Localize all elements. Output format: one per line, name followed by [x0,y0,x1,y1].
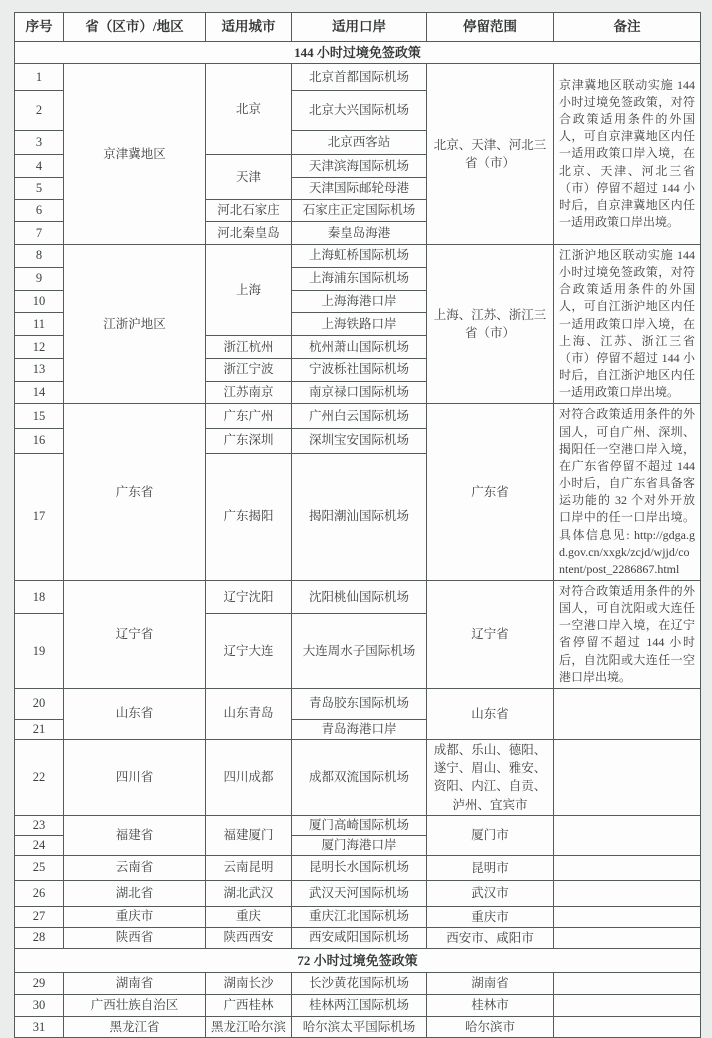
port-cell: 秦皇岛海港 [292,222,427,245]
serial-cell: 18 [15,580,64,613]
port-cell: 上海海港口岸 [292,290,427,313]
remark-cell: 京津冀地区联动实施 144 小时过境免签政策，对符合政策适用条件的外国人，可自京津冀地区内任一适用政策口岸入境，在北京、天津、河北三省（市）停留不超过 144 小时后，自京津冀地区内任一适用政策口岸出境。 [554,64,701,245]
city-cell: 广东深圳 [206,428,292,453]
city-cell: 广东广州 [206,404,292,428]
serial-cell: 4 [15,155,64,178]
region-cell: 陕西省 [64,927,206,948]
serial-cell: 3 [15,131,64,155]
city-cell: 浙江宁波 [206,358,292,381]
column-header-region: 省（区市）/地区 [64,13,206,42]
table-row [15,404,701,428]
column-header-stay: 停留范围 [427,13,554,42]
port-cell: 深圳宝安国际机场 [292,428,427,453]
region-cell: 湖北省 [64,880,206,906]
stay-cell: 重庆市 [427,906,554,927]
region-cell: 山东省 [64,688,206,739]
column-header-city: 适用城市 [206,13,292,42]
section-title: 144 小时过境免签政策 [15,42,701,64]
port-cell: 杭州萧山国际机场 [292,336,427,359]
serial-cell: 10 [15,290,64,313]
serial-cell: 30 [15,994,64,1016]
stay-cell: 湖南省 [427,972,554,994]
serial-cell: 6 [15,200,64,222]
stay-cell: 山东省 [427,688,554,739]
stay-cell: 桂林市 [427,994,554,1016]
serial-cell: 29 [15,972,64,994]
serial-cell: 8 [15,245,64,268]
serial-cell: 17 [15,453,64,580]
port-cell: 宁波栎社国际机场 [292,358,427,381]
table-row [15,64,701,91]
port-cell: 天津滨海国际机场 [292,155,427,178]
serial-cell: 7 [15,222,64,245]
city-cell: 辽宁沈阳 [206,580,292,613]
city-cell: 浙江杭州 [206,336,292,359]
remark-cell [554,906,701,927]
stay-cell: 西安市、咸阳市 [427,927,554,948]
region-cell: 辽宁省 [64,580,206,688]
port-cell: 厦门海港口岸 [292,835,427,855]
port-cell: 北京大兴国际机场 [292,91,427,131]
section-header-72 [15,948,701,972]
stay-cell: 辽宁省 [427,580,554,688]
serial-cell: 9 [15,267,64,290]
serial-cell: 11 [15,313,64,336]
port-cell: 桂林两江国际机场 [292,994,427,1016]
remark-cell [554,880,701,906]
port-cell: 成都双流国际机场 [292,739,427,815]
city-cell: 山东青岛 [206,688,292,739]
table-row [15,906,701,927]
stay-cell: 上海、江苏、浙江三省（市） [427,245,554,404]
serial-cell: 31 [15,1016,64,1037]
city-cell: 湖南长沙 [206,972,292,994]
region-cell: 京津冀地区 [64,64,206,245]
remark-cell [554,972,701,994]
serial-cell: 20 [15,688,64,719]
column-header-serial: 序号 [15,13,64,42]
city-cell: 河北石家庄 [206,200,292,222]
port-cell: 石家庄正定国际机场 [292,200,427,222]
transit-visa-policy-table [14,12,701,1038]
port-cell: 昆明长水国际机场 [292,855,427,880]
stay-cell: 哈尔滨市 [427,1016,554,1037]
remark-cell [554,927,701,948]
column-header-port: 适用口岸 [292,13,427,42]
city-cell: 北京 [206,64,292,155]
section-header-144 [15,42,701,64]
city-cell: 重庆 [206,906,292,927]
region-cell: 福建省 [64,815,206,855]
port-cell: 广州白云国际机场 [292,404,427,428]
serial-cell: 14 [15,381,64,404]
serial-cell: 27 [15,906,64,927]
port-cell: 上海铁路口岸 [292,313,427,336]
stay-cell: 武汉市 [427,880,554,906]
city-cell: 河北秦皇岛 [206,222,292,245]
remark-cell [554,815,701,855]
region-cell: 广西壮族自治区 [64,994,206,1016]
port-cell: 揭阳潮汕国际机场 [292,453,427,580]
serial-cell: 24 [15,835,64,855]
serial-cell: 12 [15,336,64,359]
serial-cell: 28 [15,927,64,948]
serial-cell: 13 [15,358,64,381]
port-cell: 南京禄口国际机场 [292,381,427,404]
port-cell: 大连周水子国际机场 [292,614,427,689]
section-title: 72 小时过境免签政策 [15,948,701,972]
remark-cell: 对符合政策适用条件的外国人，可自广州、深圳、揭阳任一空港口岸入境，在广东省停留不超过 144 小时后，自广东省具备客运功能的 32 个对外开放口岸中的任一口岸出境。具体信息见: http://gdga.gd.gov.cn/xxgk/zcjd/wjjd/content/post_2286867.html [554,404,701,581]
remark-cell: 江浙沪地区联动实施 144 小时过境免签政策，对符合政策适用条件的外国人，可自江浙沪地区内任一适用政策口岸入境，在上海、江苏、浙江三省（市）停留不超过 144 小时后，自江浙沪地区内任一适用政策口岸出境。 [554,245,701,404]
port-cell: 厦门高崎国际机场 [292,815,427,835]
port-cell: 青岛海港口岸 [292,719,427,739]
city-cell: 湖北武汉 [206,880,292,906]
stay-cell: 成都、乐山、德阳、遂宁、眉山、雅安、资阳、内江、自贡、泸州、宜宾市 [427,739,554,815]
city-cell: 福建厦门 [206,815,292,855]
stay-cell: 北京、天津、河北三省（市） [427,64,554,245]
stay-cell: 昆明市 [427,855,554,880]
serial-cell: 23 [15,815,64,835]
port-cell: 上海浦东国际机场 [292,267,427,290]
city-cell: 广东揭阳 [206,453,292,580]
remark-cell [554,994,701,1016]
port-cell: 长沙黄花国际机场 [292,972,427,994]
port-cell: 青岛胶东国际机场 [292,688,427,719]
port-cell: 北京首都国际机场 [292,64,427,91]
serial-cell: 2 [15,91,64,131]
serial-cell: 22 [15,739,64,815]
serial-cell: 21 [15,719,64,739]
city-cell: 天津 [206,155,292,200]
table-row [15,927,701,948]
region-cell: 四川省 [64,739,206,815]
table-row [15,815,701,835]
remark-cell [554,1016,701,1037]
table-row [15,245,701,268]
serial-cell: 19 [15,614,64,689]
table-row [15,739,701,815]
port-cell: 上海虹桥国际机场 [292,245,427,268]
remark-cell [554,688,701,739]
region-cell: 重庆市 [64,906,206,927]
serial-cell: 15 [15,404,64,428]
table-row [15,580,701,613]
column-header-remark: 备注 [554,13,701,42]
remark-cell [554,739,701,815]
city-cell: 四川成都 [206,739,292,815]
region-cell: 黑龙江省 [64,1016,206,1037]
stay-cell: 广东省 [427,404,554,581]
port-cell: 武汉天河国际机场 [292,880,427,906]
region-cell: 江浙沪地区 [64,245,206,404]
port-cell: 天津国际邮轮母港 [292,178,427,200]
port-cell: 西安咸阳国际机场 [292,927,427,948]
city-cell: 陕西西安 [206,927,292,948]
city-cell: 江苏南京 [206,381,292,404]
city-cell: 辽宁大连 [206,614,292,689]
table-row [15,994,701,1016]
serial-cell: 26 [15,880,64,906]
port-cell: 重庆江北国际机场 [292,906,427,927]
region-cell: 广东省 [64,404,206,581]
region-cell: 云南省 [64,855,206,880]
region-cell: 湖南省 [64,972,206,994]
table-row [15,688,701,719]
table-row [15,1016,701,1037]
table-row [15,855,701,880]
port-cell: 沈阳桃仙国际机场 [292,580,427,613]
port-cell: 北京西客站 [292,131,427,155]
remark-cell: 对符合政策适用条件的外国人，可自沈阳或大连任一空港口岸入境，在辽宁省停留不超过 144 小时后，自沈阳或大连任一空港口岸出境。 [554,580,701,688]
serial-cell: 25 [15,855,64,880]
stay-cell: 厦门市 [427,815,554,855]
city-cell: 云南昆明 [206,855,292,880]
remark-cell [554,855,701,880]
table-header-row [15,13,701,42]
serial-cell: 16 [15,428,64,453]
city-cell: 黑龙江哈尔滨 [206,1016,292,1037]
serial-cell: 1 [15,64,64,91]
serial-cell: 5 [15,178,64,200]
table-row [15,880,701,906]
port-cell: 哈尔滨太平国际机场 [292,1016,427,1037]
city-cell: 上海 [206,245,292,336]
city-cell: 广西桂林 [206,994,292,1016]
table-row [15,972,701,994]
